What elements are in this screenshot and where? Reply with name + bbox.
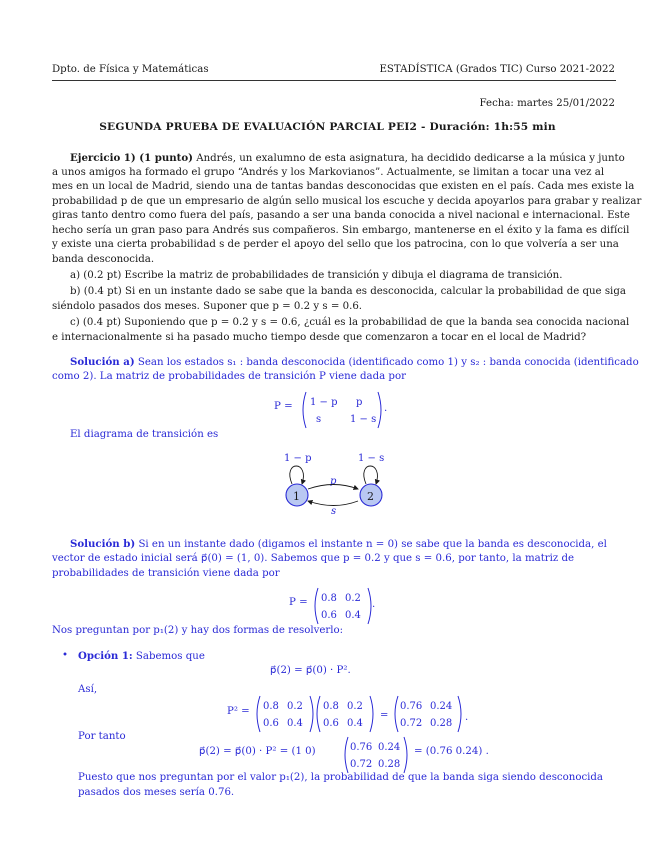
matrix-p-cell-22: 1 − s [350, 414, 377, 425]
final-equation-matrix [342, 735, 410, 775]
final-equation-rhs: = (0.76 0.24) . [414, 746, 489, 757]
edge-arrow-2-to-1 [308, 501, 358, 506]
m1-cell-21: 0.6 [263, 718, 279, 729]
edge-label-p: p [330, 476, 337, 487]
loop-label-2: 1 − s [358, 453, 385, 464]
edge-label-s: s [331, 506, 337, 517]
question-a: a) (0.2 pt) Escribe la matriz de probabilidades de transición y dibuja el diagrama de transición. [70, 270, 563, 281]
exercise-line-7: y existe una cierta probabilidad s de perder el apoyo del sello que los patrocina, con lo que volvería a ser una [52, 239, 619, 250]
solution-b-line-2: vector de estado inicial será p⃗(0) = (1, 0). Sabemos que p = 0.2 y que s = 0.6, por tanto, la matriz de [52, 553, 575, 564]
loop-arrow-1 [290, 466, 304, 484]
m2-cell-12: 0.2 [347, 701, 363, 712]
question-b-line-2: siéndolo pasados dos meses. Suponer que p = 0.2 y s = 0.6. [52, 301, 363, 312]
matrix-p-lhs: P = [274, 401, 293, 412]
fm-cell-12: 0.24 [378, 742, 401, 753]
fm-cell-22: 0.28 [378, 759, 401, 770]
loop-label-1: 1 − p [284, 453, 312, 464]
solution-b-line-1: Solución b) Si en un instante dado (digamos el instante n = 0) se sabe que la banda es desconocida, el [70, 538, 607, 550]
header-course: ESTADÍSTICA (Grados TIC) Curso 2021-2022 [379, 64, 615, 75]
matrix-pn-cell-11: 0.8 [321, 593, 337, 604]
m1-cell-11: 0.8 [263, 701, 279, 712]
option-1-line: Opción 1: Sabemos que [78, 650, 205, 662]
bullet-dot: • [62, 650, 69, 661]
por-tanto-label: Por tanto [78, 731, 126, 742]
exercise-line-4: probabilidad p de que un empresario de algún sello musical los escuche y decida apoyarlos para grabar y realizar [52, 196, 642, 207]
matrix-p-symbolic [300, 390, 390, 430]
exercise-label: Ejercicio 1) (1 punto) [70, 152, 193, 164]
matrix-pn-period: . [372, 599, 376, 610]
solution-a-label: Solución a) [70, 356, 135, 368]
final-equation-lhs: p⃗(2) = p⃗(0) · P² = (1 0) [199, 746, 316, 757]
m1-cell-12: 0.2 [287, 701, 303, 712]
conclusion-line-2: pasados dos meses sería 0.76. [78, 787, 235, 798]
solution-a-line-1: Solución a) Sean los estados s₁ : banda desconocida (identificado como 1) y s₂ : banda conocida (identificado [70, 356, 639, 368]
option-1-label: Opción 1: [78, 650, 133, 662]
header-rule [52, 80, 616, 81]
exercise-line-2: a unos amigos ha formado el grupo “Andrés y los Markovianos”. Actualmente, se limitan a tocar una vez al [52, 167, 605, 178]
solution-b-label: Solución b) [70, 538, 136, 550]
exercise-line-5: giras tanto dentro como fuera del país, pasando a ser una banda conocida a nivel nacional e internacional. Este [52, 210, 630, 221]
exercise-line-1: Ejercicio 1) (1 punto) Andrés, un exalumno de esta asignatura, ha decidido dedicarse a la música y junto [70, 152, 625, 164]
transition-diagram [270, 446, 410, 522]
exercise-line-6: hecho sería un gran paso para Andrés sus compañeros. Sin embargo, mantenerse en el éxito y la fama es difícil [52, 225, 630, 236]
res-cell-22: 0.28 [430, 718, 453, 729]
matrix-p-numeric [312, 586, 376, 626]
solution-a-line-2: como 2). La matriz de probabilidades de transición P viene dada por [52, 371, 406, 382]
equation-p2-definition: p⃗(2) = p⃗(0) · P². [270, 665, 351, 676]
m2-cell-21: 0.6 [323, 718, 339, 729]
question-b-line-1: b) (0.4 pt) Si en un instante dado se sabe que la banda es desconocida, calcular la probabilidad de que siga [70, 286, 626, 297]
matrix-p-cell-11: 1 − p [310, 397, 338, 408]
question-c-line-2: e internacionalmente si ha pasado mucho tiempo desde que comenzaron a tocar en el local de Madrid? [52, 332, 587, 343]
res-cell-21: 0.72 [400, 718, 423, 729]
diagram-intro: El diagrama de transición es [70, 429, 219, 440]
state-label-1: 1 [293, 490, 300, 503]
m2-cell-22: 0.4 [347, 718, 363, 729]
res-cell-12: 0.24 [430, 701, 453, 712]
question-ask: Nos preguntan por p₁(2) y hay dos formas de resolverlo: [52, 625, 344, 636]
state-label-2: 2 [367, 490, 374, 503]
solution-b-line-3: probabilidades de transición viene dada por [52, 568, 280, 579]
exam-title: SEGUNDA PRUEBA DE EVALUACIÓN PARCIAL PEI2 - Duración: 1h:55 min [99, 121, 556, 133]
p-squared-computation [254, 694, 474, 734]
exam-date: Fecha: martes 25/01/2022 [479, 98, 615, 109]
matrix-p-cell-21: s [316, 414, 322, 425]
matrix-p-cell-12: p [356, 397, 363, 408]
asi-label: Así, [78, 684, 98, 695]
p2-period: . [465, 712, 469, 723]
exercise-line-3: mes en un local de Madrid, siendo una de tantas bandas desconocidas que existen en el país. Cada mes existe la [52, 181, 635, 192]
fm-cell-21: 0.72 [350, 759, 373, 770]
question-c-line-1: c) (0.4 pt) Suponiendo que p = 0.2 y s = 0.6, ¿cuál es la probabilidad de que la banda sea conocida nacional [70, 317, 630, 328]
exercise-line-8: banda desconocida. [52, 254, 155, 265]
matrix-pn-cell-21: 0.6 [321, 610, 337, 621]
header-department: Dpto. de Física y Matemáticas [52, 64, 209, 75]
m1-cell-22: 0.4 [287, 718, 303, 729]
matrix-pn-cell-12: 0.2 [345, 593, 361, 604]
matrix-p-period: . [384, 403, 388, 414]
loop-arrow-2 [364, 466, 378, 484]
matrix-pn-cell-22: 0.4 [345, 610, 361, 621]
fm-cell-11: 0.76 [350, 742, 373, 753]
p-squared-lhs: P² = [227, 706, 250, 717]
conclusion-line-1: Puesto que nos preguntan por el valor p₁(2), la probabilidad de que la banda siga siendo desconocida [78, 772, 604, 783]
p2-equals: = [380, 710, 389, 721]
res-cell-11: 0.76 [400, 701, 423, 712]
matrix-p2-lhs: P = [289, 597, 308, 608]
m2-cell-11: 0.8 [323, 701, 339, 712]
